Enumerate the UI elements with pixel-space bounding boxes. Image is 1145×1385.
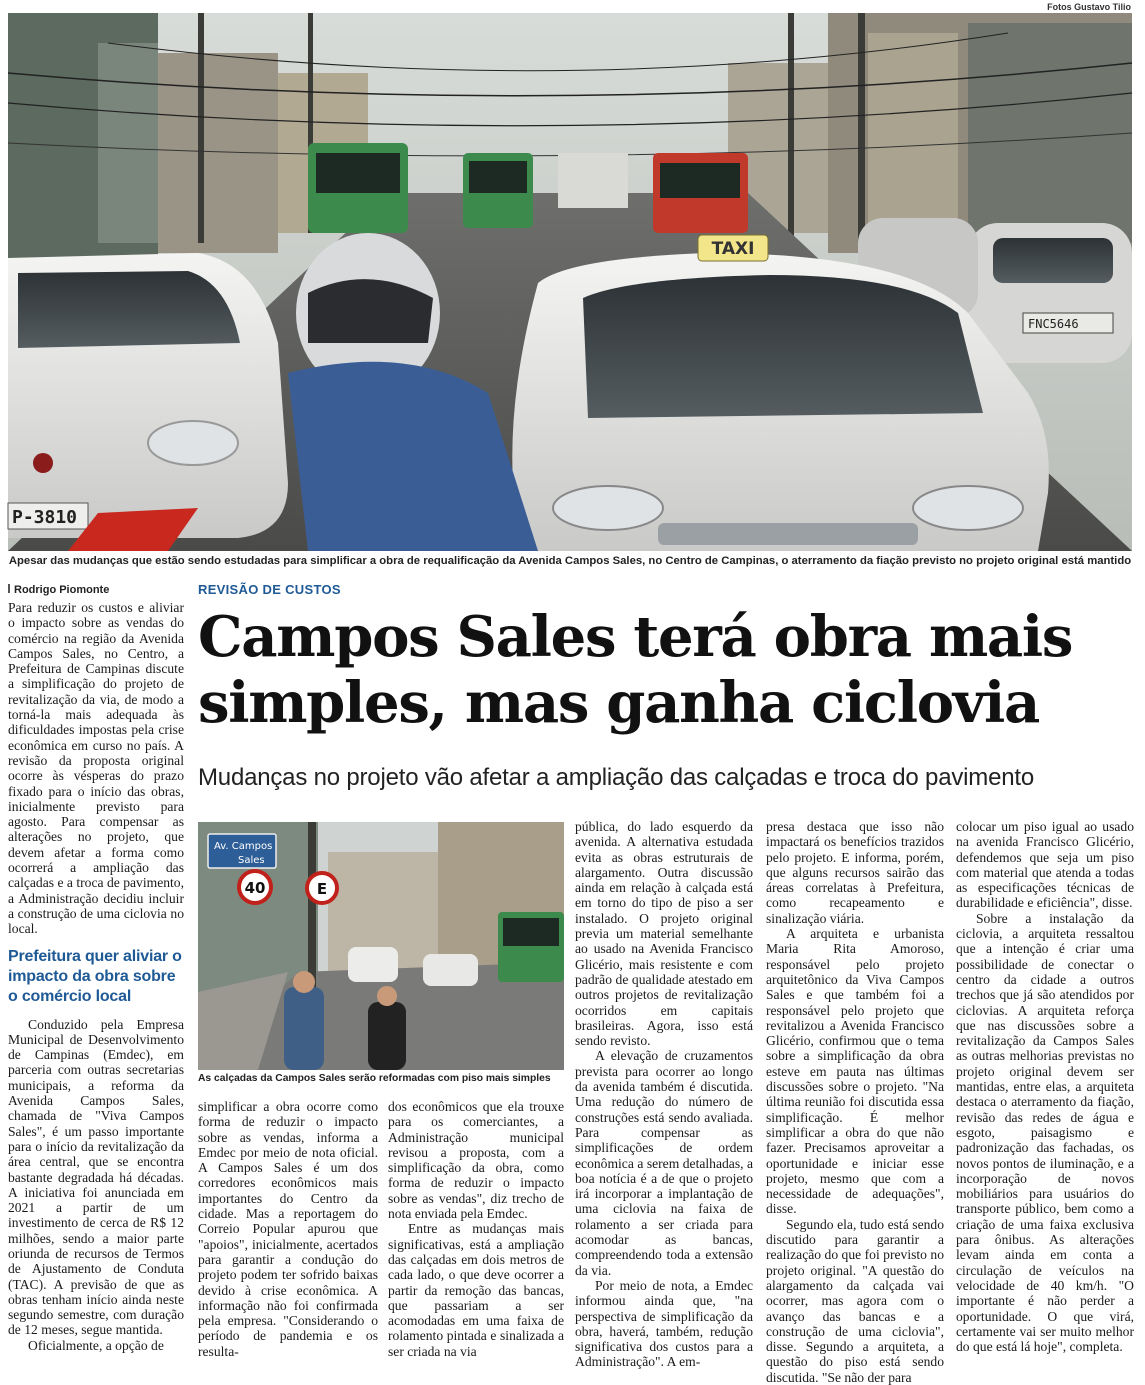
secondary-photo-caption: As calçadas da Campos Sales serão reformadas com piso mais simples (198, 1073, 551, 1084)
byline-bar (8, 584, 10, 593)
column-b (198, 1099, 378, 1359)
plate-right: FNC5646 (1028, 317, 1079, 331)
paragraph: pública, do lado esquerdo da avenida. A alternativa estudada evita as obras estruturais de alargamento. Outra discussão ainda em relação à calçada está em torno do tipo de piso a ser instalado. O projeto original previa um material semelhante ao usado na Avenida Francisco Glicério, mais resistente e com padrão de qualidade atestado em outros projetos de revitalização ocorridos em capitais brasileiras. Agora, isso está sendo revisto. (575, 819, 753, 1049)
byline (8, 584, 109, 596)
secondary-photo (198, 822, 564, 1070)
headline (198, 604, 1133, 736)
column-left (8, 600, 184, 1353)
column-e (766, 819, 944, 1385)
photo-credit: Fotos Gustavo Tilio (1047, 2, 1131, 12)
headline-line-1: Campos Sales terá obra mais (198, 604, 1073, 670)
intertitle: Prefeitura quer aliviar o impacto da obra sobre o comércio local (8, 947, 182, 1005)
street-sign-line-2: Sales (238, 855, 265, 866)
paragraph: Oficialmente, a opção de (28, 1337, 164, 1353)
paragraph: simplificar a obra ocorre como forma de reduzir o impacto sobre as vendas, informa a Emdec por meio de nota oficial. A Campos Sales é um dos corredores econômicos mais importantes do Centro da cidade. Mas a reportagem do Correio Popular apurou que "apoios", inicialmente, acertados para garantir a condução do projeto podem ter sofrido baixas devido à crise econômica. A informação não foi confirmada pela empresa. "Considerando o período de pandemia e os resulta- (198, 1099, 378, 1359)
headline-line-2: simples, mas ganha ciclovia (198, 670, 1039, 736)
paragraph: colocar um piso igual ao usado na avenida Francisco Glicério, defendemos que seja um piso com material que atenda a todas as especificações técnicas de durabilidade e eficiência", disse. (956, 819, 1134, 911)
subheadline: Mudanças no projeto vão afetar a ampliação das calçadas e troca do pavimento (198, 764, 1034, 791)
paragraph: Sobre a instalação da ciclovia, a arquiteta ressaltou que a intenção é criar uma possibilidade de conectar o centro da cidade a outros trechos que já são atendidos por ciclovias. A arquiteta reforça que nas discussões sobre a revitalização da Campos Sales as outras melhorias previstas no projeto original devem ser mantidas, entre elas, a arquiteta destaca o aterramento da fiação, revisão das redes de água e esgoto, paisagismo e padronização das fachadas, os novos pontos de iluminação, e a incorporação de novos mobiliários para usuários do transporte público, bem como a criação de uma faixa exclusiva para ônibus. As alterações levam ainda em conta a circulação de veículos na velocidade de 40 km/h. "O importante é não perder a oportunidade. O que virá, certamente vai ser muito melhor do que está lá hoje", completa. (956, 910, 1134, 1355)
paragraph: Segundo ela, tudo está sendo discutido para garantir a realização do que foi previsto no projeto original. "A questão do alargamento da calçada vai ocorrer, mas agora com o avanço das bancas e a construção de uma ciclovia", disse. Segundo a arquiteta, a questão do piso está sendo discutida. "Se não der para (766, 1216, 944, 1385)
main-photo-illustration (8, 13, 1132, 551)
main-photo-caption: Apesar das mudanças que estão sendo estudadas para simplificar a obra de requalificação da Avenida Campos Sales, no Centro de Campinas, o aterramento da fiação previsto no projeto original está mantido (8, 555, 1132, 567)
paragraph: Conduzido pela Empresa Municipal de Desenvolvimento de Campinas (Emdec), em parceria com outras secretarias municipais, a reforma da Avenida Campos Sales, chamada de "Viva Campos Sales", é um passo importante para o início da revitalização da área central, que se encontra bastante degradada há décadas. A iniciativa foi anunciada em 2021 a partir de um investimento de cerca de R$ 12 milhões, sendo a maior parte oriunda de recursos de Termos de Ajustamento de Conduta (TAC). A previsão de que as obras tenham início ainda neste segundo semestre, com duração de 12 meses, segue mantida. (8, 1016, 184, 1338)
street-sign-line-1: Av. Campos (214, 841, 273, 852)
plate-left: P-3810 (12, 507, 78, 528)
parking-sign: E (316, 880, 328, 898)
paragraph: Por meio de nota, a Emdec informou ainda que, "na perspectiva de simplificação da obra, haverá, também, redução significativa dos custos para a Administração". A em- (575, 1277, 753, 1370)
speed-sign: 40 (244, 879, 266, 897)
taxi-sign: TAXI (711, 239, 755, 259)
main-photo (8, 13, 1132, 551)
kicker: REVISÃO DE CUSTOS (198, 582, 341, 597)
column-d (575, 819, 753, 1370)
paragraph: A elevação de cruzamentos prevista para ocorrer ao longo da avenida também é discutida. Uma redução do número de construções está sendo avaliada. Para compensar as simplificações de ordem econômica a serem detalhadas, a boa notícia é a de que o projeto irá incorporar a implantação de uma ciclovia na faixa de rolamento a ser criada para acomodar as bancas, compreendendo toda a extensão da via. (575, 1048, 753, 1278)
secondary-photo-illustration (198, 822, 564, 1070)
author-name: Rodrigo Piomonte (14, 584, 110, 596)
paragraph: Entre as mudanças mais significativas, está a ampliação das calçadas em dois metros de cada lado, o que deve ocorrer a partir da remoção das bancas, que passariam a ser acomodadas em uma faixa de rolamento pintada e sinalizada a ser criada na via (388, 1221, 564, 1359)
column-f (956, 819, 1134, 1355)
paragraph: dos econômicos que ela trouxe para os comerciantes, a Administração municipal revisou a proposta, com a simplificação da obra, como forma de reduzir o impacto sobre as vendas", diz trecho de nota enviada pela Emdec. (388, 1099, 564, 1222)
column-c (388, 1099, 564, 1359)
paragraph: Para reduzir os custos e aliviar o impacto sobre as vendas do comércio na região da Avenida Campos Sales, no Centro, a Prefeitura de Campinas discute a simplificação do projeto de revitalização da via, de modo a torná-la mais adequada às dificuldades impostas pela crise econômica em curso no país. A revisão da proposta original ocorre às vésperas do prazo fixado para o início das obras, inicialmente previsto para agosto. Para compensar as alterações no projeto, que devem afetar a forma como ocorrerá a ampliação das calçadas e a troca de pavimento, a Administração decidiu incluir a construção de uma ciclovia no local. (8, 600, 184, 937)
paragraph: A arquiteta e urbanista Maria Rita Amoroso, responsável pelo projeto arquitetônico da Viva Campos Sales e que também foi a responsável pelo projeto que revitalizou a Avenida Francisco Glicério, confirmou que o tema sobre a simplificação da obra esteve em pauta nas últimas discussões sobre o projeto. "Na última reunião foi discutida essa simplificação. É melhor simplificar a obra do que não fazer. Precisamos aproveitar a oportunidade e iniciar esse projeto, mesmo que com a necessidade de adequações", disse. (766, 926, 944, 1217)
paragraph: presa destaca que isso não impactará os benefícios trazidos pelo projeto. E informa, porém, que alguns recursos sairão das áreas correlatas à Prefeitura, como recapeamento e sinalização viária. (766, 819, 944, 926)
